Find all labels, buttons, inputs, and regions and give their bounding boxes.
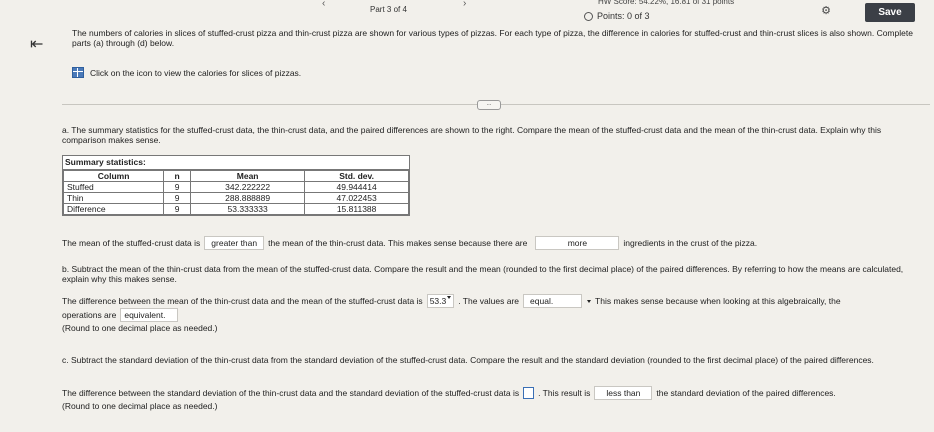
caret-icon: [587, 300, 591, 303]
col-header: Std. dev.: [305, 171, 409, 182]
part-c-question: c. Subtract the standard deviation of the thin-crust data from the standard deviation of the stuffed-crust data. Compare the result and the standard deviation (rounded to the first decimal place) of the paired differences.: [62, 355, 874, 365]
points-label: Points: 0 of 3: [597, 11, 650, 21]
summary-stats-table: [62, 155, 410, 216]
table-row: [64, 182, 409, 193]
answer-text: ingredients in the crust of the pizza.: [623, 238, 758, 248]
values-select[interactable]: equal.: [523, 294, 582, 308]
row-mean: 53.333333: [191, 204, 305, 215]
table-icon[interactable]: [72, 67, 84, 78]
part-b-answer-2: [62, 308, 182, 322]
part-a-answer: [62, 236, 757, 250]
prev-part-icon[interactable]: ‹: [322, 0, 326, 9]
comparison-select[interactable]: greater than: [204, 236, 264, 250]
gear-icon[interactable]: ⚙: [821, 5, 831, 17]
top-bar: [0, 0, 934, 26]
col-header: Mean: [191, 171, 305, 182]
difference-input[interactable]: [427, 294, 455, 308]
stats-title: Summary statistics:: [63, 156, 409, 170]
points-circle-icon: [584, 12, 593, 21]
part-c-answer: [62, 386, 836, 400]
answer-text: the standard deviation of the paired differences.: [656, 388, 836, 398]
round-note: (Round to one decimal place as needed.): [62, 401, 218, 411]
table-header-row: [64, 171, 409, 182]
row-sd: 47.022453: [305, 193, 409, 204]
part-a-question: a. The summary statistics for the stuffed-crust data, the thin-crust data, and the paired differences are shown to the right. Compare the mean of the stuffed-crust data and the mean of the thin-crust data. Explain why this comparison makes sense.: [62, 125, 882, 145]
hw-score: HW Score: 54.22%, 16.81 of 31 points: [598, 0, 735, 6]
col-header: Column: [64, 171, 164, 182]
answer-text: The difference between the standard deviation of the thin-crust data and the standard deviation of the stuffed-crust data is: [62, 388, 520, 398]
row-n: 9: [164, 182, 191, 193]
row-label: Stuffed: [64, 182, 164, 193]
answer-text: . The values are: [458, 296, 520, 306]
points-indicator: [584, 11, 650, 21]
data-icon-row: [72, 67, 301, 78]
row-n: 9: [164, 193, 191, 204]
expand-button[interactable]: ...: [477, 100, 501, 110]
part-b-question: b. Subtract the mean of the thin-crust data from the mean of the stuffed-crust data. Compare the result and the mean (rounded to the first decimal place) of the paired differences. By referring to how the means are calculated, explain why this makes sense.: [62, 264, 904, 284]
ingredient-select[interactable]: more: [535, 236, 619, 250]
row-n: 9: [164, 204, 191, 215]
intro-text: The numbers of calories in slices of stuffed-crust pizza and thin-crust pizza are shown for various types of pizzas. For each type of pizza, the difference in calories for stuffed-crust and thin-crust slices is also shown. Complete parts (a) through (d) below.: [72, 28, 913, 48]
answer-text: the mean of the thin-crust data. This makes sense because there are: [268, 238, 528, 248]
difference-value: 53.3: [429, 296, 447, 306]
row-mean: 288.888889: [191, 193, 305, 204]
answer-text: The mean of the stuffed-crust data is: [62, 238, 201, 248]
row-label: Difference: [64, 204, 164, 215]
row-sd: 15.811388: [305, 204, 409, 215]
row-sd: 49.944414: [305, 182, 409, 193]
table-row: [64, 204, 409, 215]
save-button[interactable]: Save: [865, 3, 915, 22]
answer-text: . This result is: [538, 388, 591, 398]
sd-difference-input[interactable]: [523, 387, 534, 399]
caret-icon: [447, 296, 451, 299]
round-note: (Round to one decimal place as needed.): [62, 323, 218, 333]
icon-note: Click on the icon to view the calories for slices of pizzas.: [90, 67, 302, 78]
next-part-icon[interactable]: ›: [463, 0, 467, 9]
col-header: n: [164, 171, 191, 182]
row-label: Thin: [64, 193, 164, 204]
result-select[interactable]: less than: [594, 386, 652, 400]
part-b-answer: [62, 294, 841, 308]
row-mean: 342.222222: [191, 182, 305, 193]
back-arrow-icon[interactable]: ⇤: [30, 36, 44, 53]
operations-select[interactable]: equivalent.: [120, 308, 178, 322]
part-indicator: Part 3 of 4: [370, 5, 407, 14]
answer-text: This makes sense because when looking at this algebraically, the: [595, 296, 841, 306]
table-row: [64, 193, 409, 204]
answer-text: The difference between the mean of the thin-crust data and the mean of the stuffed-crust data is: [62, 296, 423, 306]
answer-text: operations are: [62, 310, 117, 320]
